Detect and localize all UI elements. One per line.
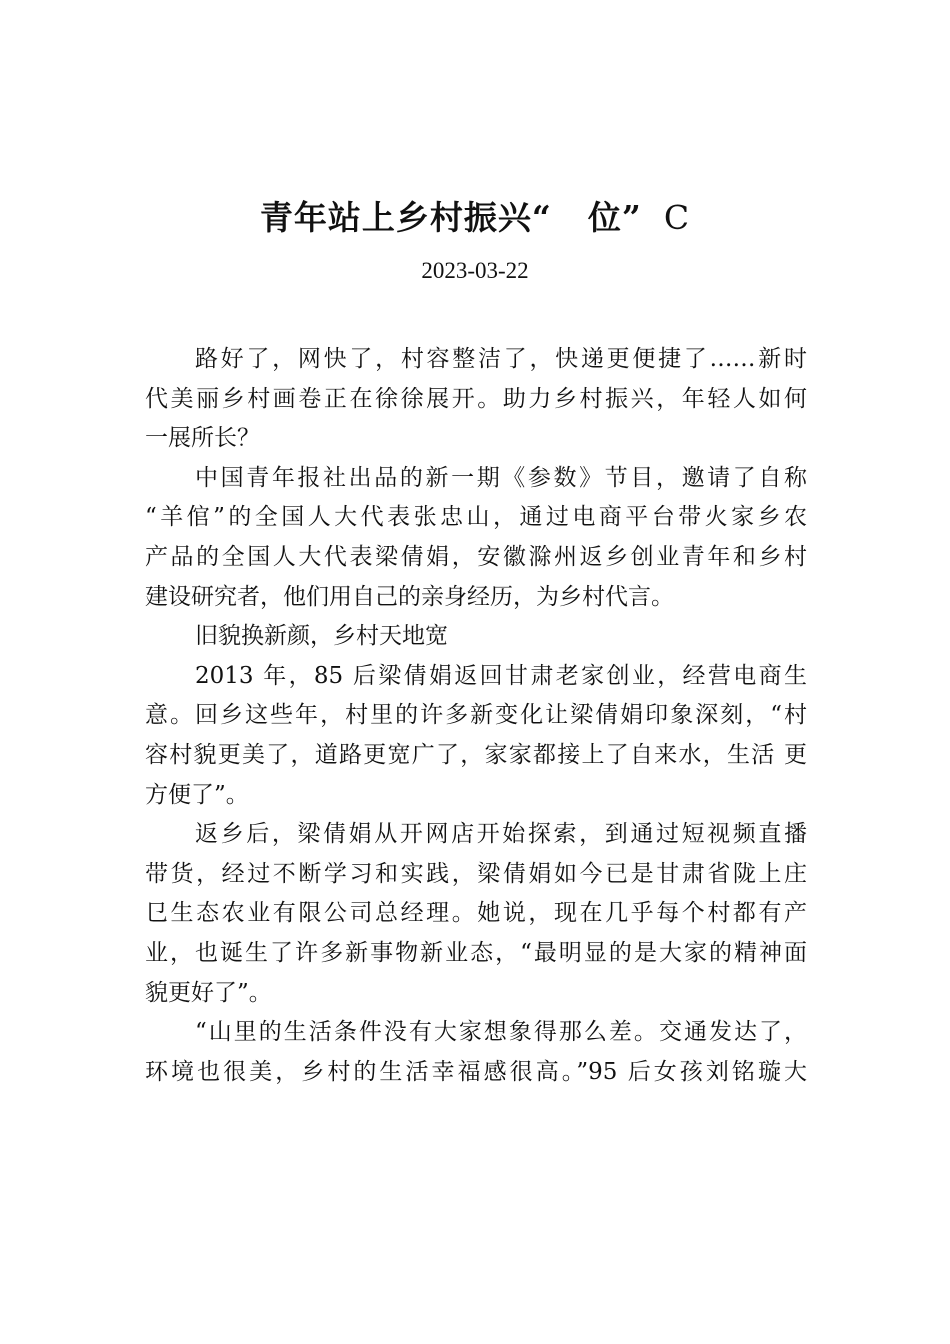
text-line: “山里的生活条件没有大家想象得那么差。交通发达了， [195, 1019, 807, 1046]
text-line: 一展所长？ [145, 425, 260, 452]
text-line: 业，也诞生了许多新事物新业态，“最明显的是大家的精神面 [145, 939, 807, 966]
title-suffix: C [663, 198, 691, 237]
article-body [145, 340, 807, 1092]
publish-date: 2023-03-22 [421, 258, 529, 283]
text-line: 貌更好了”。 [145, 979, 272, 1006]
text-line: 中国青年报社出品的新一期《参数》节目，邀请了自称 [195, 464, 807, 491]
text-line: 2013 年，85 后梁倩娟返回甘肃老家创业，经营电商生 [195, 662, 807, 689]
text-line: 产品的全国人大代表梁倩娟，安徽滁州返乡创业青年和乡村 [145, 543, 807, 570]
text-line: 㔾生态农业有限公司总经理。她说，现在几乎每个村都有产 [145, 900, 807, 927]
text-line: 容村貌更美了，道路更宽广了，家家都接上了自来水，生活 更 [145, 741, 807, 768]
text-line: 旧貌换新颜，乡村天地宽 [195, 623, 448, 650]
text-line: 建设研究者，他们用自己的亲身经历，为乡村代言。 [145, 583, 674, 610]
article-title [0, 192, 950, 239]
text-line: 环境也很美，乡村的生活幸福感很高。”95 后女孩刘铭璇大 [145, 1058, 807, 1085]
text-line: 带货，经过不断学习和实践，梁倩娟如今已是甘肃省陇上庄 [145, 860, 807, 887]
title-main: 青年站上乡村振兴“ [259, 198, 552, 237]
text-line: 方便了”。 [145, 781, 249, 808]
title-word: 位” [587, 198, 642, 237]
text-line: “羊倌”的全国人大代表张忠山，通过电商平台带火家乡农 [145, 504, 807, 531]
text-line: 返乡后，梁倩娟从开网店开始探索，到通过短视频直播 [195, 821, 807, 848]
text-line: 路好了，网快了，村容整洁了，快递更便捷了……新时 [195, 346, 807, 372]
text-line: 意。回乡这些年，村里的许多新变化让梁倩娟印象深刻，“村 [145, 702, 807, 729]
text-line: 代美丽乡村画卷正在徐徐展开。助力乡村振兴，年轻人如何 [145, 385, 807, 412]
